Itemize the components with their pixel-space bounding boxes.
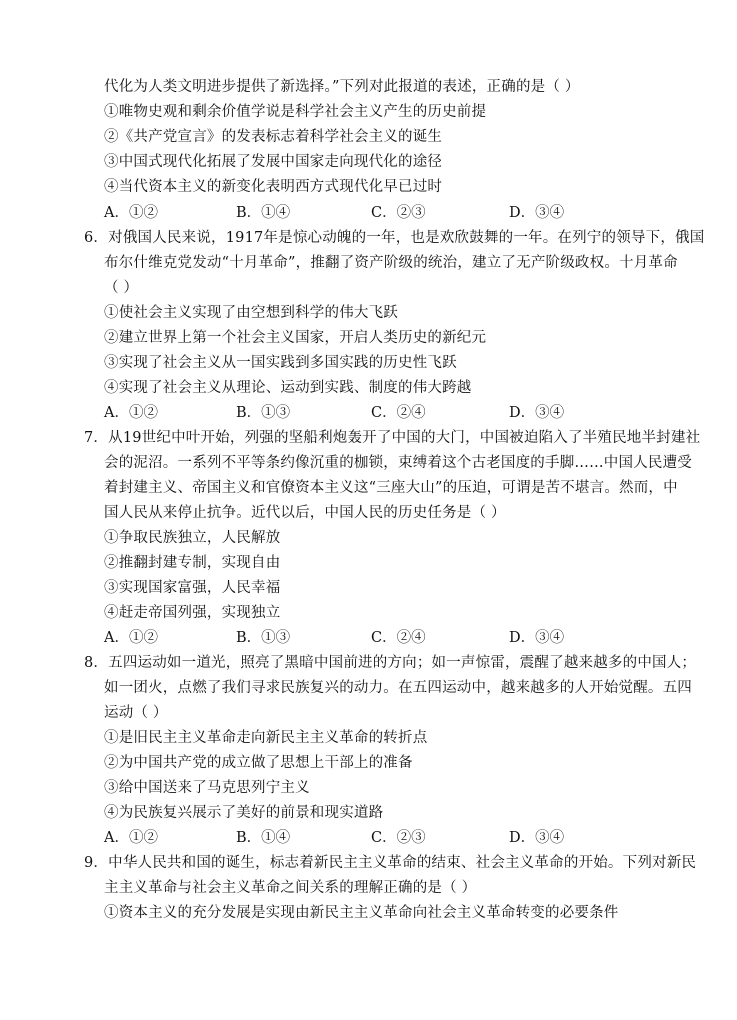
q7-choice-c[interactable]: C．②④ xyxy=(371,630,426,646)
q7-choice-a[interactable]: A．①② xyxy=(104,630,158,646)
q6-choice-d[interactable]: D．③④ xyxy=(509,405,565,421)
q6-choice-b[interactable]: B．①③ xyxy=(236,405,291,421)
q8-option-1: ①是旧民主主义革命走向新民主主义革命的转折点 xyxy=(104,730,428,746)
q8-choice-d[interactable]: D．③④ xyxy=(509,830,565,846)
q6-option-4: ④实现了社会主义从理论、运动到实践、制度的伟大跨越 xyxy=(104,380,472,396)
q5-choice-b[interactable]: B．①④ xyxy=(236,205,291,221)
q7-option-4: ④赶走帝国列强，实现独立 xyxy=(104,605,281,621)
q8-option-3: ③给中国送来了马克思列宁主义 xyxy=(104,780,310,796)
q5-stem-line-1: 代化为人类文明进步提供了新选择。”下列对此报道的表述，正确的是（ ） xyxy=(104,79,580,95)
q8-stem-line-2: 如一团火，点燃了我们寻求民族复兴的动力。在五四运动中，越来越多的人开始觉醒。五四 xyxy=(104,680,692,696)
q8-option-2: ②为中国共产党的成立做了思想上干部上的准备 xyxy=(104,755,413,771)
q6-stem-line-1: 6．对俄国人民来说，1917年是惊心动魄的一年，也是欢欣鼓舞的一年。在列宁的领导下，俄国 xyxy=(84,230,705,246)
q6-option-2: ②建立世界上第一个社会主义国家，开启人类历史的新纪元 xyxy=(104,330,487,346)
q7-choice-b[interactable]: B．①③ xyxy=(236,630,291,646)
q5-option-4: ④当代资本主义的新变化表明西方式现代化早已过时 xyxy=(104,179,443,195)
q6-choice-c[interactable]: C．②④ xyxy=(371,405,426,421)
q6-stem-line-3: （ ） xyxy=(104,280,139,296)
q7-option-1: ①争取民族独立，人民解放 xyxy=(104,530,281,546)
q7-choice-d[interactable]: D．③④ xyxy=(509,630,565,646)
q8-option-4: ④为民族复兴展示了美好的前景和现实道路 xyxy=(104,805,384,821)
q7-option-2: ②推翻封建专制，实现自由 xyxy=(104,555,281,571)
q8-stem-line-1: 8．五四运动如一道光，照亮了黑暗中国前进的方向；如一声惊雷，震醒了越来越多的中国人； xyxy=(84,655,697,671)
q9-option-1: ①资本主义的充分发展是实现由新民主主义革命向社会主义革命转变的必要条件 xyxy=(104,905,619,921)
q9-stem-line-2: 主主义革命与社会主义革命之间关系的理解正确的是（ ） xyxy=(104,880,477,896)
q6-option-3: ③实现了社会主义从一国实践到多国实践的历史性飞跃 xyxy=(104,355,457,371)
q8-choice-a[interactable]: A．①② xyxy=(104,830,158,846)
q5-choice-d[interactable]: D．③④ xyxy=(509,205,565,221)
q5-option-1: ①唯物史观和剩余价值学说是科学社会主义产生的历史前提 xyxy=(104,104,487,120)
q6-stem-line-2: 布尔什维克党发动“十月革命”，推翻了资产阶级的统治，建立了无产阶级政权。十月革命 xyxy=(104,255,678,271)
q7-option-3: ③实现国家富强，人民幸福 xyxy=(104,580,281,596)
q8-stem-line-3: 运动（ ） xyxy=(104,705,168,721)
q5-option-3: ③中国式现代化拓展了发展中国家走向现代化的途径 xyxy=(104,154,443,170)
q8-choice-c[interactable]: C．②③ xyxy=(371,830,426,846)
q9-stem-line-1: 9．中华人民共和国的诞生，标志着新民主主义革命的结束、社会主义革命的开始。下列对新民 xyxy=(84,855,697,871)
q5-choice-a[interactable]: A．①② xyxy=(104,205,158,221)
q6-choice-a[interactable]: A．①② xyxy=(104,405,158,421)
q5-option-2: ②《共产党宣言》的发表标志着科学社会主义的诞生 xyxy=(104,129,443,145)
q7-stem-line-1: 7．从19世纪中叶开始，列强的坚船利炮轰开了中国的大门，中国被迫陷入了半殖民地半封建社 xyxy=(84,430,701,446)
q7-stem-line-2: 会的泥沼。一系列不平等条约像沉重的枷锁，束缚着这个古老国度的手脚……中国人民遭受 xyxy=(104,455,692,471)
q7-stem-line-3: 着封建主义、帝国主义和官僚资本主义这“三座大山”的压迫，可谓是苦不堪言。然而，中 xyxy=(104,480,678,496)
q8-choice-b[interactable]: B．①④ xyxy=(236,830,291,846)
q5-choice-c[interactable]: C．②③ xyxy=(371,205,426,221)
q7-stem-line-4: 国人民从来停止抗争。近代以后，中国人民的历史任务是（ ） xyxy=(104,505,506,521)
q6-option-1: ①使社会主义实现了由空想到科学的伟大飞跃 xyxy=(104,305,398,321)
